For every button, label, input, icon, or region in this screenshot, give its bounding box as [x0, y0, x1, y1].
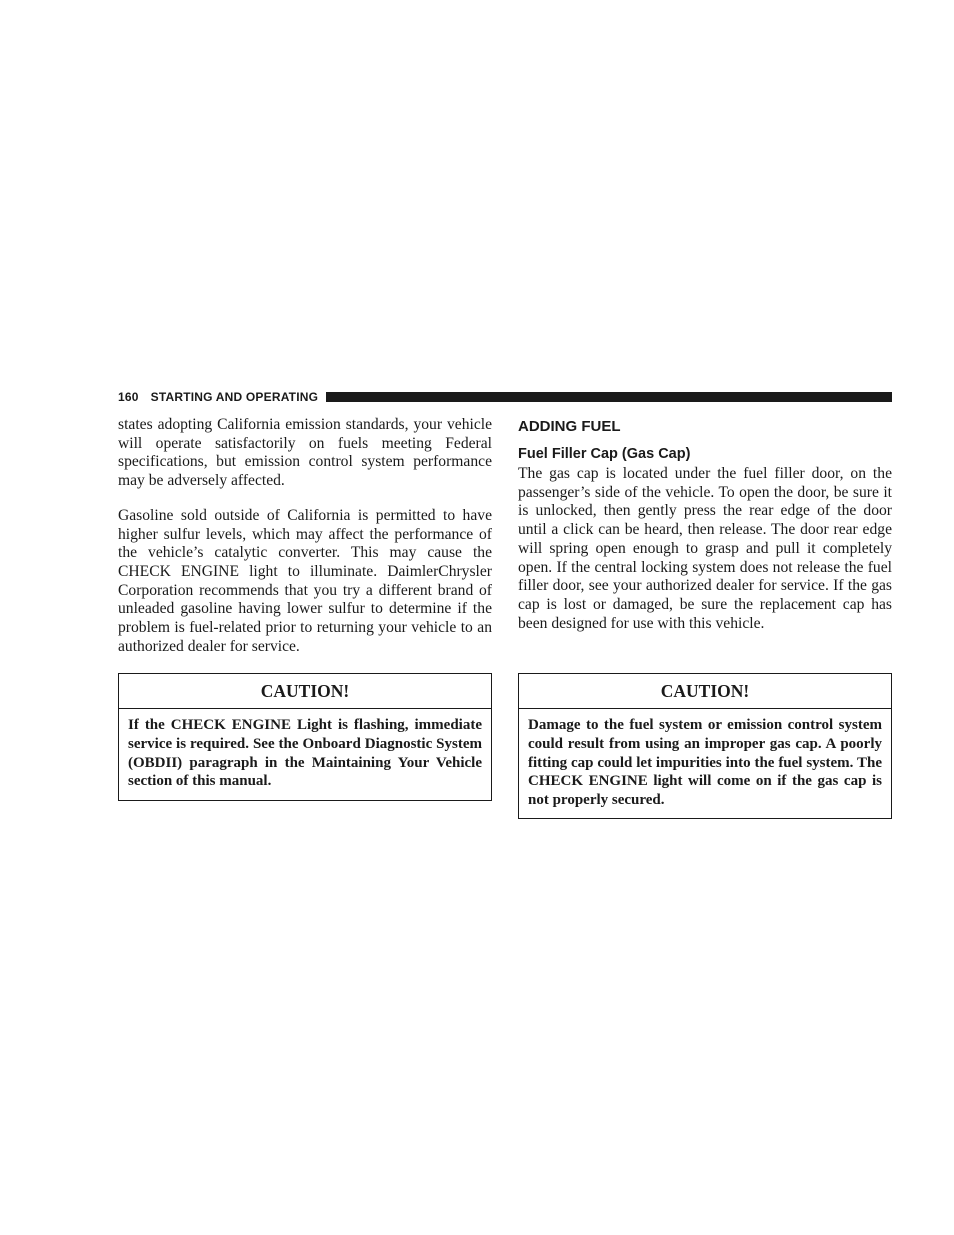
body-paragraph-gas-cap: The gas cap is located under the fuel filler door, on the passenger’s side of the vehicle. To open the door, be sure it is unlocked, then gently press the rear edge of the door until a click can be heard, then release. The door rear edge will spring open enough to grasp and pull it completely open. If the central locking system does not release the fuel filler door, see your authorized dealer for service. If the gas cap is lost or damaged, be sure the replacement cap has been designed for use with this vehicle.: [518, 465, 892, 632]
section-header-title: STARTING AND OPERATING: [150, 390, 319, 404]
caution-box-gas-cap: [518, 673, 892, 819]
page-number: 160: [118, 390, 139, 404]
header-rule: [326, 392, 892, 402]
body-paragraph-sulfur-levels: Gasoline sold outside of California is permitted to have higher sulfur levels, which may affect the performance of the vehicle’s catalytic converter. This may cause the CHECK ENGINE light to illuminate. DaimlerChrysler Corporation recommends that you try a different brand of unleaded gasoline having lower sulfur to determine if the problem is fuel-related prior to returning your vehicle to an authorized dealer for service.: [118, 506, 492, 655]
caution-title: CAUTION!: [519, 674, 891, 709]
left-column: [118, 416, 492, 672]
right-column: [518, 416, 892, 649]
page-header: [118, 389, 892, 405]
caution-text: If the CHECK ENGINE Light is flashing, immediate service is required. See the Onboard Diagnostic System (OBDII) paragraph in the Maintaining Your Vehicle section of this manual.: [128, 717, 482, 790]
body-paragraph-emission-standards: states adopting California emission standards, your vehicle will operate satisfactorily on fuels meeting Federal specifications, but emission control system performance may be adversely affected.: [118, 416, 492, 490]
caution-text: Damage to the fuel system or emission control system could result from using an improper gas cap. A poorly fitting cap could let impurities into the fuel system. The CHECK ENGINE light will come on if the gas cap is not properly secured.: [528, 717, 882, 809]
caution-title: CAUTION!: [119, 674, 491, 709]
caution-box-check-engine: [118, 673, 492, 801]
subsection-title-gas-cap: Fuel Filler Cap (Gas Cap): [518, 446, 691, 462]
section-title-adding-fuel: ADDING FUEL: [518, 418, 621, 435]
